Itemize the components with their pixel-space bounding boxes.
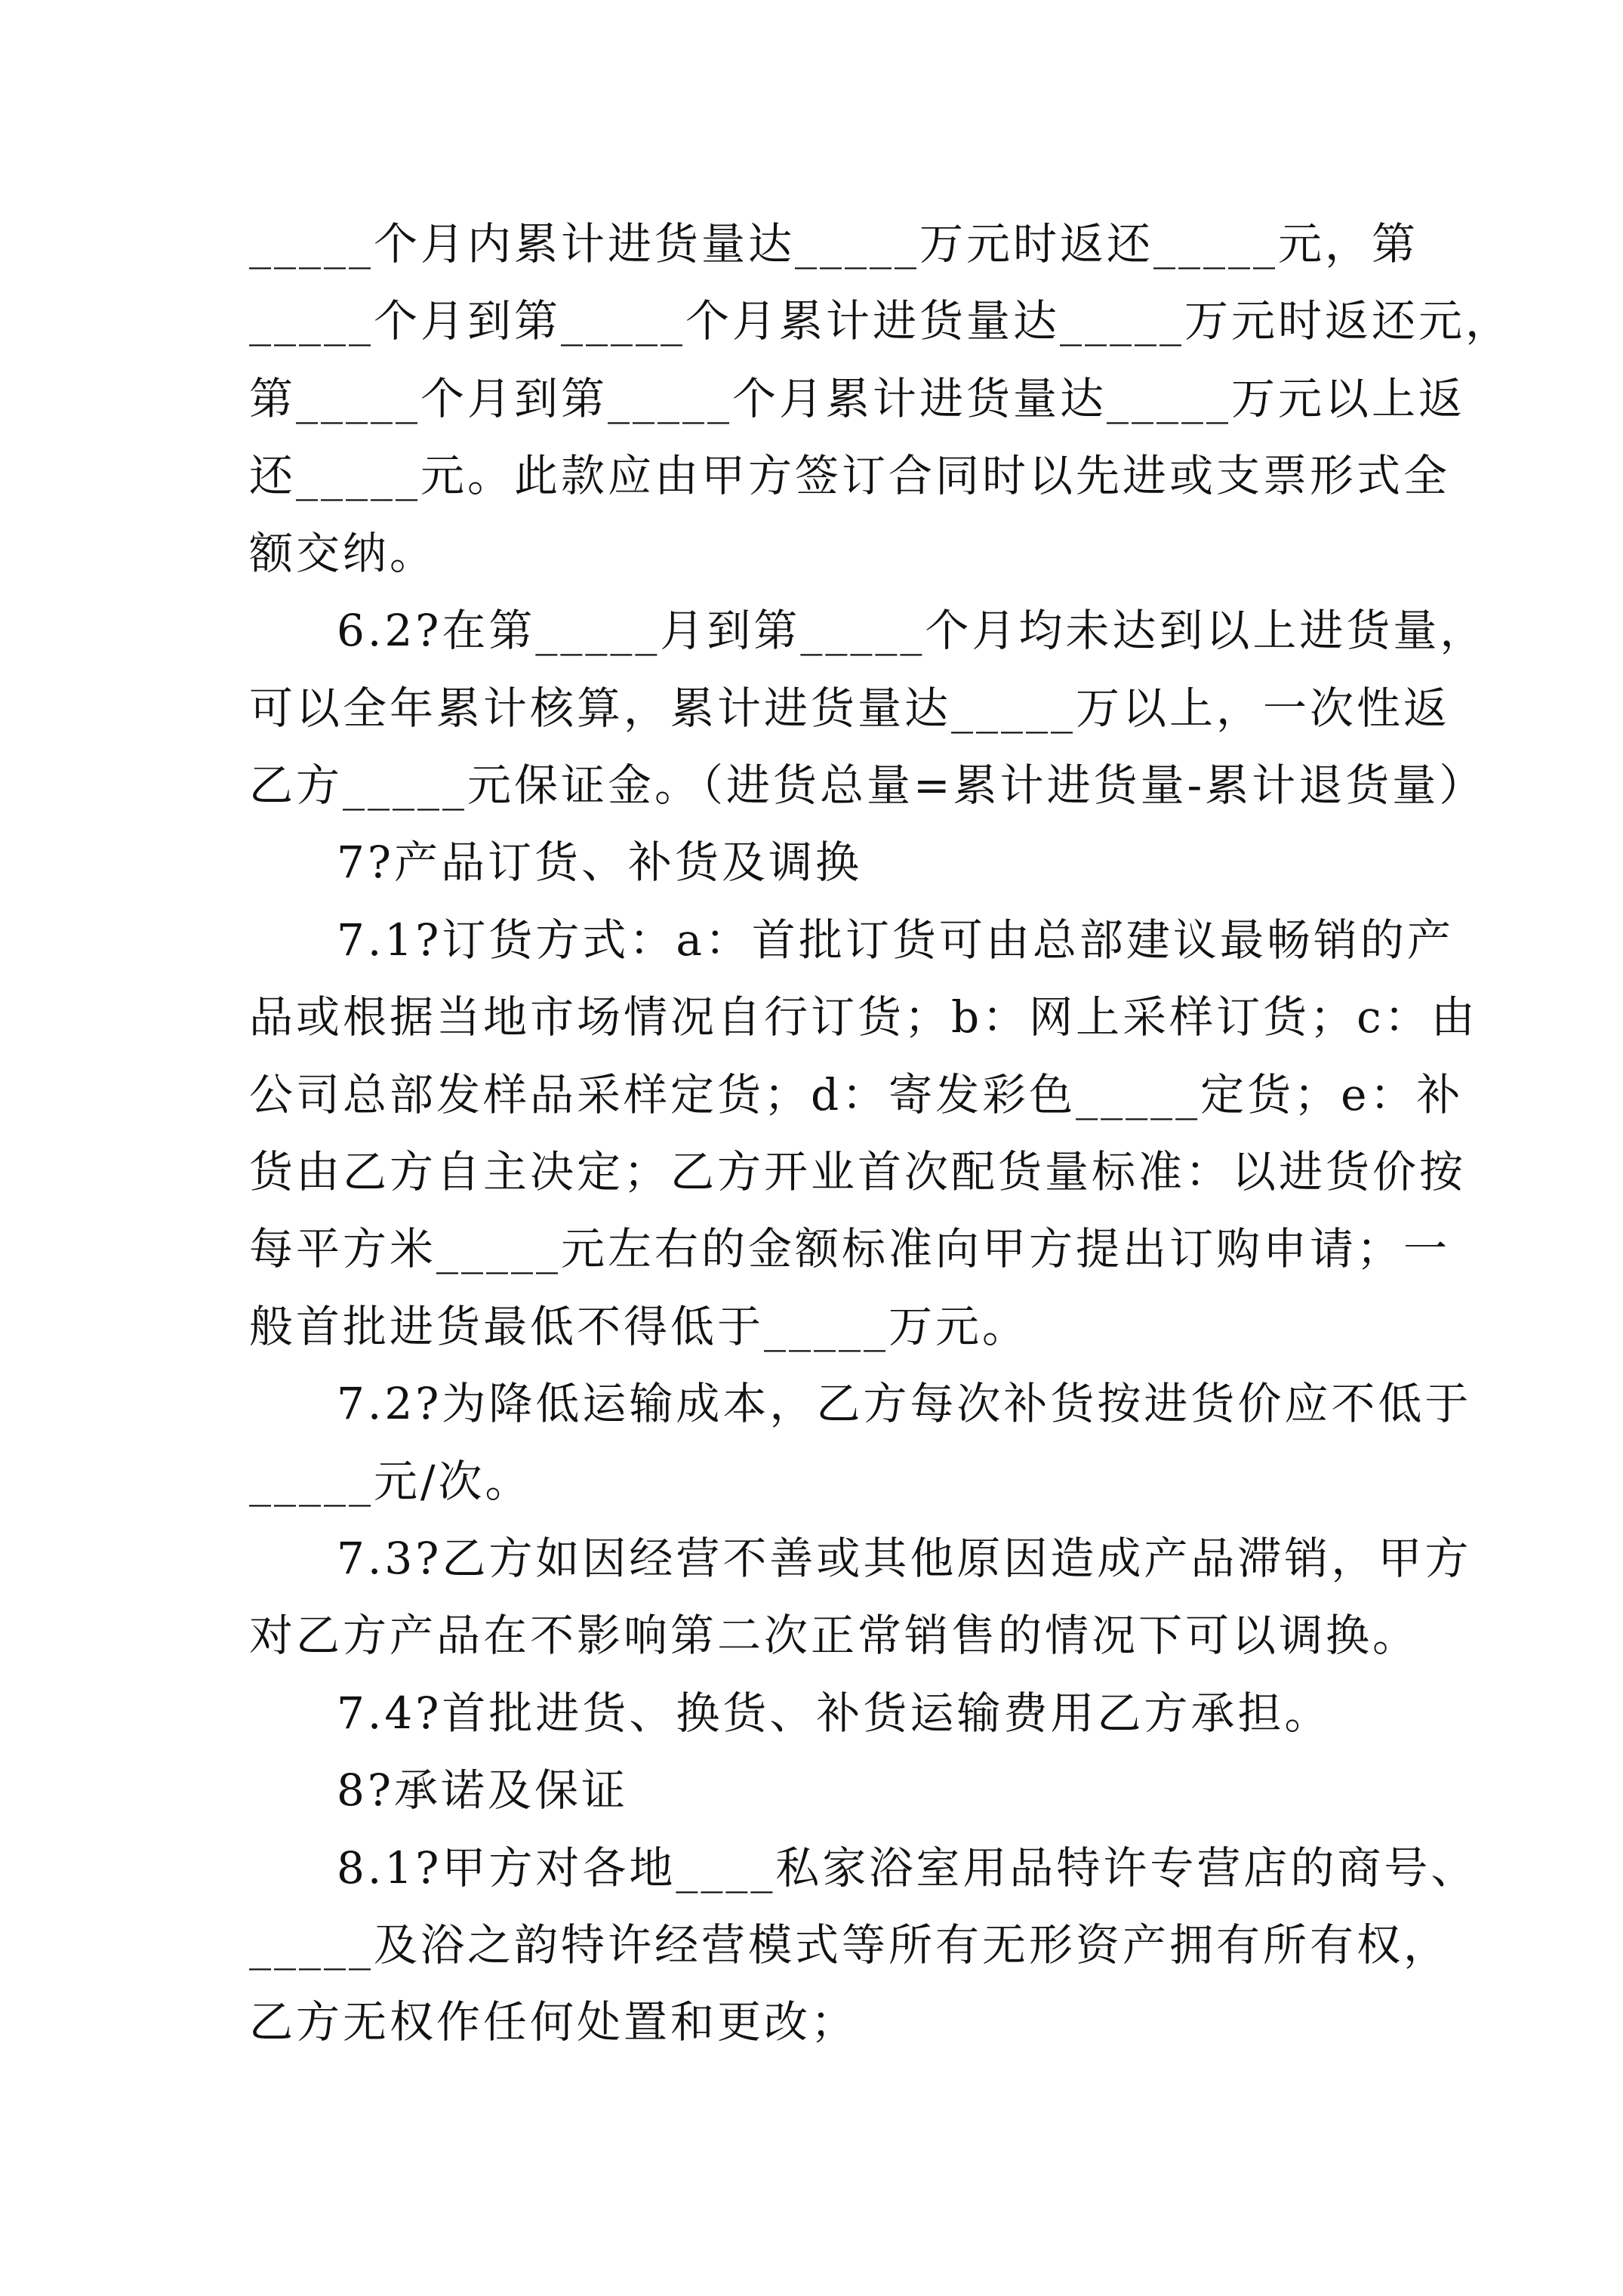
text-line: _____及浴之韵特许经营模式等所有无形资产拥有所有权， <box>249 1919 1451 1971</box>
paragraph-8-1-first-line: 8.1?甲方对各地____私家浴室用品特许专营店的商号、 <box>337 1842 1478 1894</box>
text-line: 般首批进货最低不得低于_____万元。 <box>249 1301 1030 1352</box>
text-line: 额交纳。 <box>249 528 437 579</box>
text-line: 可以全年累计核算，累计进货量达_____万以上，一次性返 <box>249 683 1451 734</box>
paragraph-7-4: 7.4?首批进货、换货、补货运输费用乙方承担。 <box>337 1687 1332 1739</box>
paragraph-7-2-first-line: 7.2?为降低运输成本，乙方每次补货按进货价应不低于 <box>337 1378 1472 1429</box>
section-7-heading: 7?产品订货、补货及调换 <box>337 837 862 888</box>
text-line: 公司总部发样品采样定货；d：寄发彩色_____定货；e：补 <box>249 1069 1464 1120</box>
text-line: _____个月内累计进货量达_____万元时返还_____元，第 <box>249 218 1419 270</box>
paragraph-6-2-first-line: 6.2?在第_____月到第_____个月均未达到以上进货量， <box>337 605 1487 656</box>
text-line: 乙方_____元保证金。（进货总量=累计进货量-累计退货量） <box>249 760 1486 811</box>
text-line: _____个月到第_____个月累计进货量达_____万元时返还元， <box>249 295 1513 347</box>
text-line: 还_____元。此款应由甲方签订合同时以先进或支票形式全 <box>249 450 1451 501</box>
text-line: 每平方米_____元左右的金额标准向甲方提出订购申请；一 <box>249 1223 1451 1274</box>
text-line: 对乙方产品在不影响第二次正常销售的情况下可以调换。 <box>249 1610 1420 1661</box>
text-line: 乙方无权作任何处置和更改； <box>249 1996 858 2048</box>
paragraph-7-3-first-line: 7.3?乙方如因经营不善或其他原因造成产品滞销，甲方 <box>337 1533 1472 1584</box>
text-line: 第_____个月到第_____个月累计进货量达_____万元以上返 <box>249 373 1466 424</box>
text-line: 货由乙方自主决定；乙方开业首次配货量标准：以进货价按 <box>249 1146 1467 1197</box>
section-8-heading: 8?承诺及保证 <box>337 1764 628 1816</box>
text-line: _____元/次。 <box>249 1456 532 1507</box>
paragraph-7-1-first-line: 7.1?订货方式：a：首批订货可由总部建议最畅销的产 <box>337 914 1454 966</box>
text-line: 品或根据当地市场情况自行订货；b：网上采样订货；c：由 <box>249 991 1478 1043</box>
